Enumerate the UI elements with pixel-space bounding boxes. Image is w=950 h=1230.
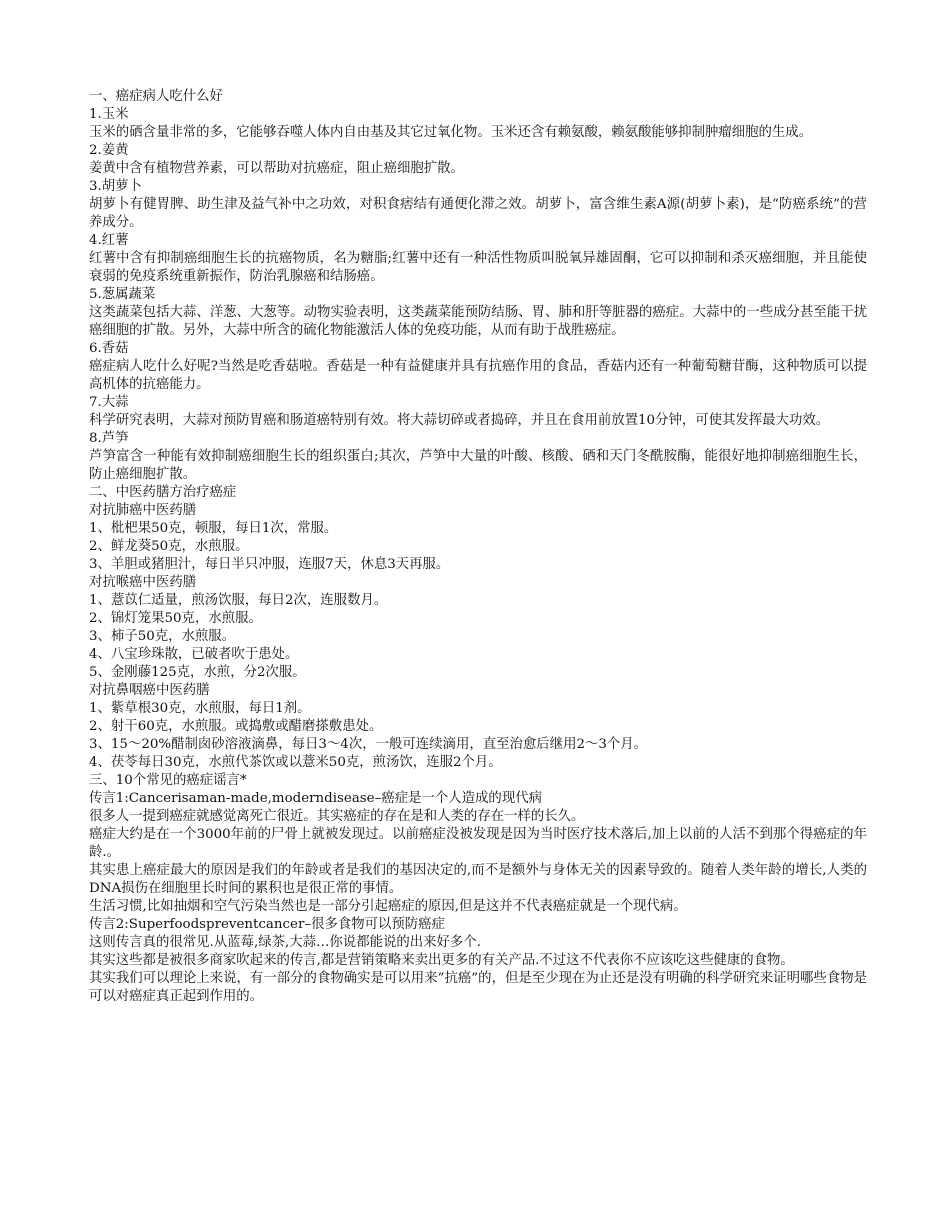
item-heading-carrot: 3.胡萝卜 [89, 179, 142, 194]
paragraph: 其实患上癌症最大的原因是我们的年龄或者是我们的基因决定的,而不是额外与身体无关的因素导致的。随着人类年龄的增长,人类的DNA损伤在细胞里长时间的累积也是很正常的事情。 [89, 863, 867, 896]
myth-heading-1: 传言1:Cancerisaman-made,moderndisease–癌症是一个人造成的现代病 [89, 791, 542, 806]
item-heading-asparagus: 8.芦笋 [89, 431, 129, 446]
paragraph: 癌症大约是在一个3000年前的尸骨上就被发现过。以前癌症没被发现是因为当时医疗技术落后,加上以前的人活不到那个得癌症的年龄.。 [89, 827, 867, 860]
subheading-lung-cancer: 对抗肺癌中医药膳 [89, 503, 197, 518]
item-heading-turmeric: 2.姜黄 [89, 143, 129, 158]
item-heading-mushroom: 6.香菇 [89, 341, 129, 356]
paragraph: 这则传言真的很常见.从蓝莓,绿茶,大蒜…你说都能说的出来好多个. [89, 935, 481, 950]
paragraph-allium: 这类蔬菜包括大蒜、洋葱、大葱等。动物实验表明，这类蔬菜能预防结肠、胃、肺和肝等脏器的癌症。大蒜中的一些成分甚至能干扰癌细胞的扩散。另外，大蒜中所含的硫化物能激活人体的免疫功能，从而有助于战胜癌症。 [89, 305, 867, 338]
list-item: 3、15～20%醋制囱砂溶液滴鼻，每日3～4次，一般可连续滴用，直至治愈后继用2～3个月。 [89, 737, 648, 752]
item-heading-sweet-potato: 4.红薯 [89, 233, 129, 248]
list-item: 5、金刚藤125克，水煎，分2次服。 [89, 665, 306, 680]
subheading-nasopharyngeal-cancer: 对抗鼻咽癌中医药膳 [89, 683, 210, 698]
list-item: 4、八宝珍珠散，已破者吹于患处。 [89, 647, 299, 662]
list-item: 1、枇杷果50克，顿服，每日1次，常服。 [89, 521, 338, 536]
list-item: 2、射干60克，水煎服。或捣敷或醋磨搽敷患处。 [89, 719, 383, 734]
paragraph-asparagus: 芦笋富含一种能有效抑制癌细胞生长的组织蛋白;其次，芦笋中大量的叶酸、核酸、硒和天门冬酰胺酶，能很好地抑制癌细胞生长，防止癌细胞扩散。 [89, 449, 867, 482]
paragraph-sweet-potato: 红薯中含有抑制癌细胞生长的抗癌物质，名为糖脂;红薯中还有一种活性物质叫脱氧异雄固酮，它可以抑制和杀灭癌细胞，并且能使衰弱的免疫系统重新振作，防治乳腺癌和结肠癌。 [89, 251, 867, 284]
paragraph-carrot: 胡萝卜有健胃脾、助生津及益气补中之功效，对积食痞结有通便化滞之效。胡萝卜，富含维生素A源(胡萝卜素)，是“防癌系统”的营养成分。 [89, 197, 867, 230]
paragraph: 其实这些都是被很多商家吹起来的传言,都是营销策略来卖出更多的有关产品.不过这不代表你不应该吃这些健康的食物。 [89, 953, 794, 968]
myth-heading-2: 传言2:Superfoodspreventcancer–很多食物可以预防癌症 [89, 917, 445, 932]
list-item: 1、紫草根30克，水煎服，每日1剂。 [89, 701, 311, 716]
paragraph-mushroom: 癌症病人吃什么好呢?当然是吃香菇啦。香菇是一种有益健康并具有抗癌作用的食品，香菇内还有一种葡萄糖苷酶，这种物质可以提高机体的抗癌能力。 [89, 359, 867, 392]
section-heading-2: 二、中医药膳方治疗癌症 [89, 485, 237, 500]
item-heading-garlic: 7.大蒜 [89, 395, 129, 410]
document-page [89, 88, 867, 1006]
list-item: 4、茯苓每日30克，水煎代茶饮或以薏米50克，煎汤饮，连服2个月。 [89, 755, 502, 770]
paragraph-corn: 玉米的硒含量非常的多，它能够吞噬人体内自由基及其它过氧化物。玉米还含有赖氨酸，赖氨酸能够抑制肿瘤细胞的生成。 [89, 125, 813, 140]
item-heading-allium: 5.葱属蔬菜 [89, 287, 156, 302]
paragraph: 生活习惯,比如抽烟和空气污染当然也是一部分引起癌症的原因,但是这并不代表癌症就是一个现代病。 [89, 899, 687, 914]
item-heading-corn: 1.玉米 [89, 107, 129, 122]
paragraph: 很多人一提到癌症就感觉离死亡很近。其实癌症的存在是和人类的存在一样的长久。 [89, 809, 585, 824]
subheading-throat-cancer: 对抗喉癌中医药膳 [89, 575, 197, 590]
section-heading-3: 三、10个常见的癌症谣言* [89, 773, 247, 788]
paragraph-garlic: 科学研究表明，大蒜对预防胃癌和肠道癌特别有效。将大蒜切碎或者捣碎，并且在食用前放置10分钟，可使其发挥最大功效。 [89, 413, 830, 428]
section-heading-1: 一、癌症病人吃什么好 [89, 89, 223, 104]
list-item: 1、薏苡仁适量，煎汤饮服，每日2次，连服数月。 [89, 593, 388, 608]
list-item: 3、羊胆或猪胆汁，每日半只冲服，连服7天，休息3天再服。 [89, 557, 450, 572]
paragraph: 其实我们可以理论上来说，有一部分的食物确实是可以用来”抗癌”的，但是至少现在为止还是没有明确的科学研究来证明哪些食物是可以对癌症真正起到作用的。 [89, 971, 867, 1004]
paragraph-turmeric: 姜黄中含有植物营养素，可以帮助对抗癌症，阻止癌细胞扩散。 [89, 161, 464, 176]
list-item: 2、鲜龙葵50克，水煎服。 [89, 539, 249, 554]
list-item: 2、锦灯笼果50克，水煎服。 [89, 611, 262, 626]
list-item: 3、柿子50克，水煎服。 [89, 629, 236, 644]
